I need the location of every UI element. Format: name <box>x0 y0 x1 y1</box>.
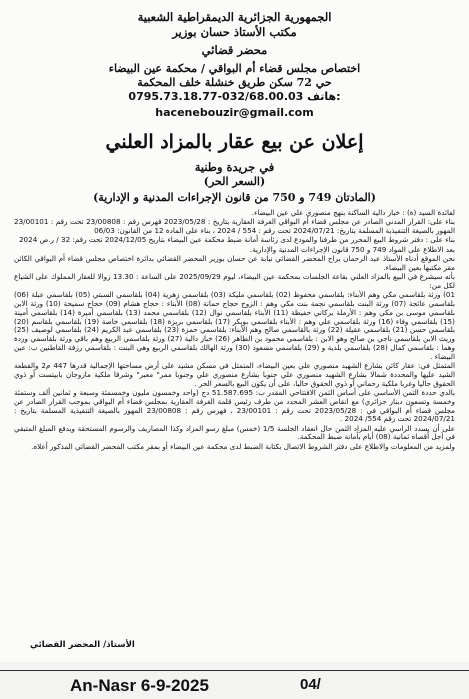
republic-heading: الجمهورية الجزائرية الديمقراطية الشعبية <box>137 10 332 24</box>
body-paragraph: بناء على: القرار المدني الصادر عن مجلس قضاء أم البواقي الغرفة العقارية بتاريخ : 2023/05/28 فهرس رقم : 23/00808 تحت رقم : 23/00101 المهور بالصيغة التنفيذية المسلمة بتاريخ: 2024/07/21 تحت رقم : 554 / 2024 ، بناء على المادة 12 من القانون: 06/03 <box>14 217 455 236</box>
footer-divider <box>0 670 469 671</box>
body-paragraph: بناء على : دفتر شروط البيع المحرر من طرفنا والمودع لدى رئاسة أمانة ضبط محكمة عين البيضاء بتاريخ 2024/12/05 تحت رقم: 32 / ر.ص 2024 <box>18 235 455 245</box>
email-line: hacenebouzir@gmail.com <box>155 106 314 119</box>
page-number: 04/ <box>300 676 321 693</box>
office-name: مكتب الأستاذ حسان بوزير <box>172 25 297 39</box>
body-paragraph: 01) ورثة بلقاسمي مكي وهم الأبناء: بلقاسمي محفوظ (02) بلقاسمي مليكة (03) بلقاسمي زهرية (04) بلقاسمي السبتي (05) بلقاسمي عبلة (06) بلقاسمي عائجة (07) ورثة البنت بلقاسمي نجمة بنت مكي وهم : الزوج حجاج حمانة (08) الأبناء : حجاج هشام (09) حجاج سميحة (10) ورثة الابن بلقاسمي موسى بن مكي وهم : الأرملة بركاني حفيظة (11) الأبناء بلقاسمي نوال (12) بلقاسمي محمد (13) بلقاسمي أميرة (14) بلقاسمي أمينة (15) بلقاسمي وفاء (16) ورثة بلقاسمي علي وهم : الأبناء بلقاسمي بوبكر (17) بلقاسمي بريزة (18) بلقاسمي خاصة (19) بلقاسمي بلقاسم (20) بلقاسمي حسن (21) بلقاسمي عقيلة (22) ورثة بالقاسمي صالح وهم الأبناء: بلقاسمي حمزة (23) بلقاسمي عبد الكريم (24) بلقاسمي لوصيف (25) وريث الابن بلقاسمي ناجي بن صالح وهو الابن : بلقاسمي محمود بن الطاهر (26) خبار دالية (27) ورثة بلقاسمي الربيع وهم باقي ورثة بلقاسمي وردة وهما : بلقاسمي كمال (28) بلقاسمي بلدية و (29) بلقاسمي مسعود (30) ورثة الهالك بلقاسمي الربيع وهي البنت : بلقاسمي رزقة القاطنين ب: عين البيضاء . <box>14 290 456 361</box>
publication-date: An-Nasr 6-9-2025 <box>70 676 209 695</box>
address-line: حي 72 سكن طريق خنشلة خلف المحكمة <box>137 76 332 89</box>
body-paragraph: على أن يسدد الراسي عليه المزاد الثمن حال انعقاد الجلسة 1/5 (خمس) مبلغ رسو المزاد وكذا المصاريف والرسوم المستحقة ويدفع المبلغ المتبقي في أجل أقصاه ثمانية (08) أيام بأمانة ضبط المحكمة. <box>14 423 455 442</box>
body-paragraph: بالدي حددة الثمن الأساسي على أساس الثمن الافتتاحي المقدر ب: 51.587.695 دج (واحد وخمسون مليون وخمسمئة وسبعة و ثمانين ألف وستمئة وخمسة وتسعون دينار جزائري) مع انقاص العشر المحدد من طرف رئيس قلمة الغرفة العقارية بمجلس قضاء أم البواقي بموجب القرار الصادر عن مجلس قضاء أم البواقي في : 2023/05/28 تحت رقم : 23/00101 ، فهرس رقم : 23/00808 المهور بالصيغة التنفيذية المسلمة بتاريخ : 2024/07/21 تحت رقم 554/ 2024 . <box>14 387 455 424</box>
notice-body <box>14 209 455 452</box>
body-paragraph: بعد الاطلاع على المواد 749 و 750 قانون الإجراءات المدنية والإدارية. <box>249 244 455 254</box>
price-note: (السعر الحر) <box>203 175 266 188</box>
signature-line: الأستاذ/ المحضر القضائي <box>30 640 135 650</box>
phone-line: 0795.73.18.77-032/68.00.03 هاتف: <box>128 90 341 103</box>
body-paragraph: لفائدة السيد (ة) : خبار دالية الساكنة بنهج منصوري علي عين البيضاء. <box>251 208 455 217</box>
newspaper-line: في جريدة وطنية <box>194 160 275 174</box>
bailiff-role: محضر قضائي <box>201 43 268 57</box>
body-paragraph: المتمثل في: عقار كائن بشارع الشهيد منصوري علي بعين البيضاء، المتمثل في مسكن مشيد على أرض مساحتها الإجمالية قدرها 447 م2 والقطعة الشيد عليها والمحددة شمالا بشارع الشهيد منصوري علي جنوبا بشارع منصوري علي وجنوبا ممر" معبر" وشرقا ملكية مازوجان بابيتست أو ذوي الحقوق حاليا وغربا ملكية رحماني أو ذوي الحقوق حاليا، على أن يكون البيع بالسعر الحر . <box>14 361 455 388</box>
articles-line: (المادتان 749 و 750 من قانون الإجراءات المدنية و الإدارية) <box>93 191 376 204</box>
notice-title: إعلان عن بيع عقار بالمزاد العلني <box>105 131 364 153</box>
jurisdiction-line: اختصاص مجلس قضاء أم البواقي / محكمة عين البيضاء <box>108 62 361 75</box>
body-paragraph: ولمزيد من المعلومات والاطلاع على دفتر الشروط الاتصال بكتابة الضبط لدى محكمة عين البيضاء أو بمقر مكتب المحضر القضائي المذكور أعلاه. <box>31 441 455 451</box>
body-paragraph: بأنه سيشرع في البيع بالمزاد العلني بقاعة الجلسات بمحكمة عين البيضاء، ليوم 2025/09/29 على الساعة : 13.30 زوالا للعقار المملوك على الشياع لكل من: <box>14 272 455 290</box>
body-paragraph: نحن الموقع أدناه الأستاذ عبد الرحمان براح المحضر القضائي نيابة عن حسان بوزير المحضر القضائي بدائرة اختصاص مجلس قضاء أم البواقي الكائن مقر مكتبها بعين البيضاء. <box>14 253 455 272</box>
